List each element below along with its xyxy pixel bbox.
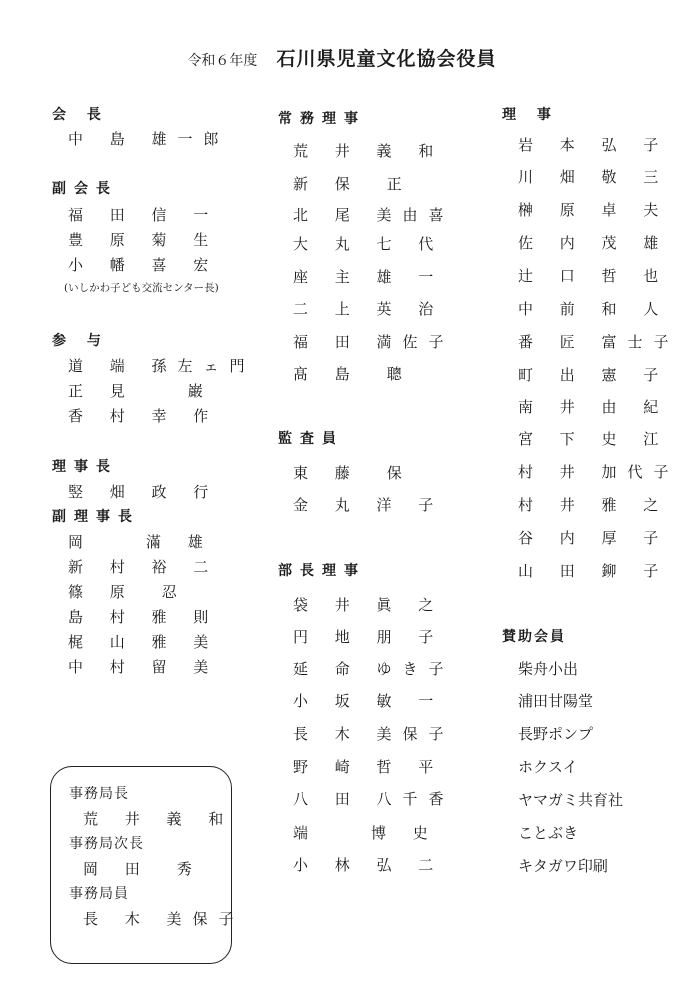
member-name: 香 村 幸 作 xyxy=(68,407,220,425)
member-name: 新 保 正 xyxy=(293,175,413,193)
section-title-sanyo: 参 与 xyxy=(52,333,109,349)
member-name: 小 坂 敏 一 xyxy=(293,692,445,710)
member-name: 中 村 留 美 xyxy=(68,658,220,676)
member-name: 竪 畑 政 行 xyxy=(68,483,220,501)
member-name: 岩 本 弘 子 xyxy=(518,136,670,154)
member-name: 福 田 満佐子 xyxy=(293,333,455,351)
member-name: 梶 山 雅 美 xyxy=(68,633,220,651)
section-title-jicho: 事務局次長 xyxy=(69,836,144,852)
section-title-jomu: 常務理事 xyxy=(278,111,366,127)
member-name: 長 木 美保子 xyxy=(83,910,245,928)
section-title-rijicho: 理事長 xyxy=(52,459,118,475)
member-name: 佐 内 茂 雄 xyxy=(518,234,670,252)
member-name: 長 木 美保子 xyxy=(293,725,455,743)
member-name: 荒 井 義 和 xyxy=(83,810,235,828)
section-title-kaicho: 会 長 xyxy=(52,107,109,123)
member-name: 村 井 加代子 xyxy=(518,463,680,481)
supporter-name: ホクスイ xyxy=(518,758,578,776)
member-name: 中 島 雄一郎 xyxy=(68,130,230,148)
member-name: 榊 原 卓 夫 xyxy=(518,201,670,219)
member-note: (いしかわ子ども交流センター長) xyxy=(64,282,219,294)
member-name: 野 崎 哲 平 xyxy=(293,758,445,776)
member-name: 延 命 ゆき子 xyxy=(293,660,455,678)
member-name: 川 畑 敬 三 xyxy=(518,168,670,186)
member-name: 北 尾 美由喜 xyxy=(293,206,455,224)
member-name: 豊 原 菊 生 xyxy=(68,231,220,249)
member-name: 二 上 英 治 xyxy=(293,300,445,318)
section-title-sanjo: 賛助会員 xyxy=(502,629,566,645)
supporter-name: ヤマガミ共育社 xyxy=(518,791,624,809)
supporter-name: ことぶき xyxy=(518,824,579,842)
section-title-kansa: 監査員 xyxy=(278,431,344,447)
member-name: 岡 滿 雄 xyxy=(68,533,214,551)
member-name: 宮 下 史 江 xyxy=(518,430,670,448)
member-name: 島 村 雅 則 xyxy=(68,608,220,626)
member-name: 岡 田 秀 xyxy=(83,860,203,878)
member-name: 新 村 裕 二 xyxy=(68,558,220,576)
member-name: 番 匠 富士子 xyxy=(518,333,680,351)
member-name: 髙 島 聰 xyxy=(293,365,413,383)
supporter-name: キタガワ印刷 xyxy=(518,857,608,875)
section-title-fuku-rijicho: 副理事長 xyxy=(52,509,140,525)
member-name: 小 林 弘 二 xyxy=(293,856,445,874)
member-name: 篠 原 忍 xyxy=(68,583,188,601)
member-name: 道 端 孫左ェ門 xyxy=(68,357,256,375)
member-name: 金 丸 洋 子 xyxy=(293,496,445,514)
member-name: 八 田 八千香 xyxy=(293,790,455,808)
member-name: 谷 内 厚 子 xyxy=(518,529,670,547)
member-name: 東 藤 保 xyxy=(293,464,413,482)
member-name: 村 井 雅 之 xyxy=(518,496,670,514)
page-header xyxy=(0,44,684,71)
member-name: 端 博 史 xyxy=(293,824,439,842)
member-name: 町 出 憲 子 xyxy=(518,366,670,384)
member-name: 袋 井 眞 之 xyxy=(293,596,445,614)
supporter-name: 浦田甘陽堂 xyxy=(518,692,594,710)
member-name: 南 井 由 紀 xyxy=(518,398,670,416)
member-name: 中 前 和 人 xyxy=(518,300,670,318)
supporter-name: 長野ポンプ xyxy=(518,725,594,743)
section-title-in: 事務局員 xyxy=(69,886,129,902)
member-name: 荒 井 義 和 xyxy=(293,142,445,160)
member-name: 大 丸 七 代 xyxy=(293,235,445,253)
member-name: 正 見 巌 xyxy=(68,382,214,400)
office-box xyxy=(50,766,245,964)
section-title-fuku-kaicho: 副会長 xyxy=(52,181,118,197)
section-title-kyokucho: 事務局長 xyxy=(69,786,129,802)
section-title-riji: 理 事 xyxy=(502,107,559,123)
member-name: 円 地 朋 子 xyxy=(293,628,445,646)
member-name: 山 田 鉚 子 xyxy=(518,562,670,580)
member-name: 辻 口 哲 也 xyxy=(518,267,670,285)
page-title: 石川県児童文化協会役員 xyxy=(276,48,497,70)
member-name: 座 主 雄 一 xyxy=(293,268,445,286)
fiscal-year: 令和６年度 xyxy=(187,53,258,69)
section-title-bucho: 部長理事 xyxy=(278,563,366,579)
member-name: 小 幡 喜 宏 xyxy=(68,256,220,274)
member-name: 福 田 信 一 xyxy=(68,206,220,224)
supporter-name: 柴舟小出 xyxy=(518,660,579,678)
